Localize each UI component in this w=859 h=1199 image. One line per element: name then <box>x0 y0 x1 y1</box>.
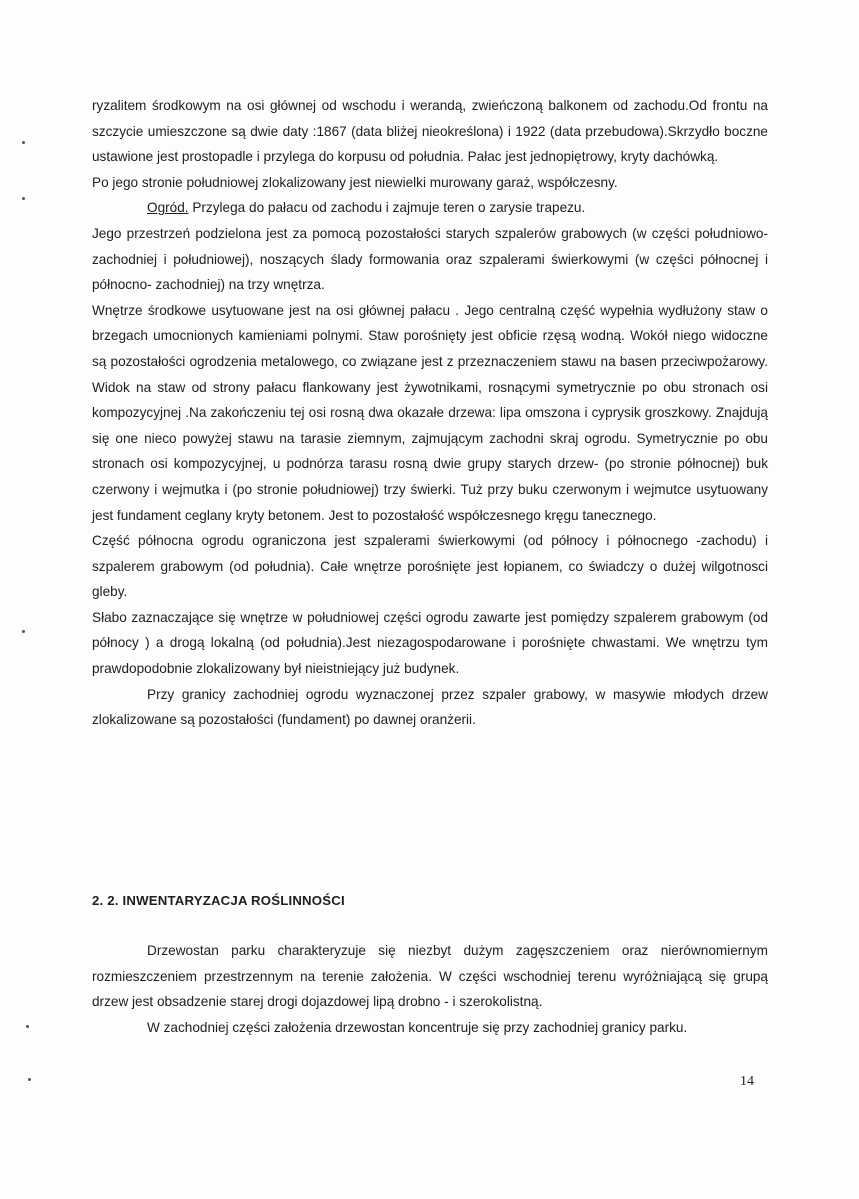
paragraph-palace-description: ryzalitem środkowym na osi głównej od wschodu i werandą, zwieńczoną balkonem od zachodu.Od frontu na szczycie umieszczone są dwie daty :1867 (data bliżej nieokreślona) i 1922 (data przebudowa).Skrzydło boczne ustawione jest prostopadle i przylega do korpusu od południa. Pałac jest jednopiętrowy, kryty dachówką. <box>92 98 768 165</box>
scan-speck <box>26 1025 29 1028</box>
paragraph-northern-part: Część północna ogrodu ograniczona jest szpalerami świerkowymi (od północy i północnego -zachodu) i szpalerem grabowym (od południa). Całe wnętrze porośnięte jest łopianem, co świadczy o dużej wilgotnosci gleby. <box>92 533 768 600</box>
section-heading: 2. 2. INWENTARYZACJA ROŚLINNOŚCI <box>92 893 345 908</box>
paragraph-garden-division: Jego przestrzeń podzielona jest za pomocą pozostałości starych szpalerów grabowych (w części południowo- zachodniej i południowej), noszących ślady formowania oraz szpalerami świerkowymi (w części północnej i północno- zachodniej) na trzy wnętrza. <box>92 225 768 293</box>
paragraph-garden-intro <box>92 195 768 221</box>
page-number: 14 <box>740 1074 754 1089</box>
scan-speck <box>22 197 25 200</box>
paragraph-central-interior: Wnętrze środkowe usytuowane jest na osi głównej pałacu . Jego centralną część wypełnia wydłużony staw o brzegach umocnionych kamieniami polnymi. Staw porośnięty jest obficie rzęsą wodną. Wokół niego widoczne są pozostałości ogrodzenia metalowego, co związane jest z przeznaczeniem stawu na basen przeciwpożarowy. Widok na staw od strony pałacu flankowany jest żywotnikami, rosnącymi symetrycznie po obu stronach osi kompozycyjnej .Na zakończeniu tej osi rosną dwa okazałe drzewa: lipa omszona i cyprysik groszkowy. Znajdują się one nieco powyżej stawu na tarasie ziemnym, zajmującym zachodni skraj ogrodu. Symetrycznie po obu stronach osi kompozycyjnej, u podnórza tarasu rosną dwie grupy starych drzew- (po stronie północnej) buk czerwony i wejmutka i (po stronie południowej) trzy świerki. Tuż przy buku czerwonym i wejmutce usytuowany jest fundament ceglany kryty betonem. Jest to pozostałość współczesnego kręgu tanecznego. <box>92 302 768 523</box>
garden-intro-text: Przylega do pałacu od zachodu i zajmuje teren o zarysie trapezu. <box>188 200 586 216</box>
paragraph-tree-stand: Drzewostan parku charakteryzuje się niezbyt dużym zagęszczeniem oraz nierównomiernym rozmieszczeniem przestrzennym na terenie założenia. W części wschodniej terenu wyróżniającą się grupą drzew jest obsadzenie starej drogi dojazdowej lipą drobno - i szerokolistną. <box>92 943 768 1010</box>
paragraph-orangery: Przy granicy zachodniej ogrodu wyznaczonej przez szpaler grabowy, w masywie młodych drzew zlokalizowane są pozostałości (fundament) po dawnej oranżerii. <box>92 686 768 728</box>
scan-speck <box>22 141 25 144</box>
scan-speck <box>22 630 25 633</box>
garden-label: Ogród. <box>147 200 189 216</box>
paragraph-western-trees: W zachodniej części założenia drzewostan koncentruje się przy zachodniej granicy parku. <box>147 1019 688 1035</box>
section-text <box>92 938 768 1040</box>
body-text <box>92 93 768 733</box>
paragraph-garage: Po jego stronie południowej zlokalizowany jest niewielki murowany garaż, współczesny. <box>92 174 618 190</box>
scan-speck <box>28 1078 31 1081</box>
paragraph-southern-part: Słabo zaznaczające się wnętrze w południowej części ogrodu zawarte jest pomiędzy szpalerem grabowym (od północy ) a drogą lokalną (od południa).Jest niezagospodarowane i porośnięte chwastami. We wnętrzu tym prawdopodobnie zlokalizowany był nieistniejący już budynek. <box>92 609 768 677</box>
